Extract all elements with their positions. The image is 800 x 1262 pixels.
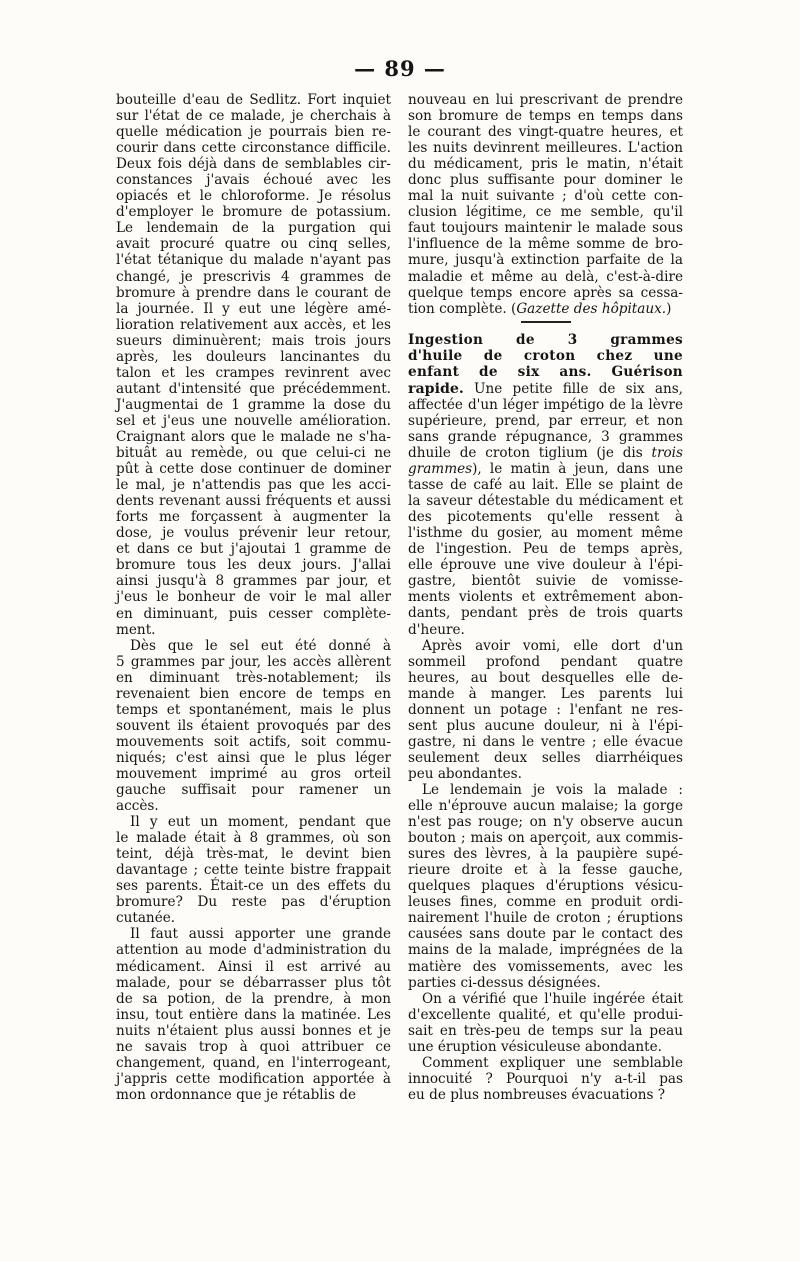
text-line: teint, déjà très-mat, le devint bien bbox=[116, 846, 391, 863]
text-line: changé, je prescrivis 4 grammes de bbox=[116, 268, 391, 285]
text-line bbox=[408, 461, 683, 477]
text-line: en diminuant très-notablement; ils bbox=[116, 669, 391, 686]
text-line: sur l'état de ce malade, je cherchais à bbox=[116, 108, 391, 125]
text-line: nouveau en lui prescrivant de prendre bbox=[408, 92, 683, 108]
text-line: j'eus le bonheur de voir le mal aller bbox=[116, 589, 391, 606]
text-line: mon ordonnance que je rétablis de bbox=[116, 1086, 357, 1103]
text-line: seulement deux selles diarrhéiques bbox=[408, 749, 683, 766]
text-line: nuits n'étaient plus aussi bonnes et je bbox=[116, 1022, 391, 1039]
text-line: J'augmentai de 1 gramme la dose du bbox=[116, 396, 391, 413]
text-line: des picotements qu'elle ressent à bbox=[408, 509, 683, 526]
text-line: temps et spontanément, mais le plus bbox=[116, 701, 391, 718]
text-line: souvent ils étaient provoqués par des bbox=[116, 717, 391, 734]
text-line: les nuits devinrent meilleures. L'action bbox=[408, 140, 683, 157]
text-line: malade, pour se débarrasser plus tôt bbox=[116, 974, 391, 991]
text-line: mande à manger. Les parents lui bbox=[408, 685, 683, 702]
text-line: j'appris cette modification apportée à bbox=[116, 1070, 391, 1087]
text-line: Deux fois déjà dans de semblables cir- bbox=[116, 156, 391, 173]
text-line: mouvement imprimé au gros orteil bbox=[116, 765, 391, 782]
text-line: ainsi jusqu'à 8 grammes par jour, et bbox=[116, 573, 391, 590]
text-line: lioration relativement aux accès, et les bbox=[116, 316, 391, 333]
text-line: bromure tous les deux jours. J'allai bbox=[116, 557, 391, 574]
paragraphs bbox=[408, 638, 683, 1103]
text-line: leuses fines, comme en produit ordi- bbox=[408, 894, 683, 911]
paragraph bbox=[116, 926, 391, 1103]
paragraph-body bbox=[408, 477, 683, 637]
text-line: innocuité ? Pourquoi n'y a-t-il pas bbox=[408, 1070, 683, 1087]
text-line: eu de plus nombreuses évacuations ? bbox=[408, 1086, 666, 1103]
text-line: ments violents et extrêmement abon- bbox=[408, 589, 683, 606]
text-line: sures des lèvres, à la paupière supé- bbox=[408, 846, 683, 863]
text-line: donnent un potage : l'enfant ne res- bbox=[408, 701, 683, 718]
text-segment: Une petite fille de six ans, bbox=[463, 380, 683, 397]
text-line: de sa potion, de la prendre, à mon bbox=[116, 990, 391, 1007]
text-line: maladie et même au delà, c'est-à-dire bbox=[408, 268, 683, 285]
paragraph bbox=[116, 638, 391, 815]
text-line: l'influence de la même somme de bro- bbox=[408, 236, 683, 253]
text-line: Le lendemain de la purgation qui bbox=[116, 220, 391, 237]
text-line: quelques plaques d'éruptions vésicu- bbox=[408, 878, 683, 895]
text-line: sans grande répugnance, 3 grammes bbox=[408, 428, 683, 445]
text-line: une éruption vésiculeuse abondante. bbox=[408, 1038, 662, 1055]
text-line: gastre, bientôt suivie de vomisse- bbox=[408, 573, 683, 590]
continued-paragraph bbox=[408, 92, 683, 301]
text-line: d'heure. bbox=[408, 621, 465, 638]
text-line: elle n'éprouve aucun malaise; la gorge bbox=[408, 798, 683, 815]
text-line: dants, pendant près de trois quarts bbox=[408, 605, 683, 622]
text-line: Comment expliquer une semblable bbox=[422, 1054, 683, 1071]
text-line: revenaient bien encore de temps en bbox=[116, 685, 391, 702]
article-heading-tail: rapide. bbox=[408, 380, 464, 397]
text-line: le courant des vingt-quatre heures, et bbox=[408, 124, 683, 141]
text-line: médicament. Ainsi il est arrivé au bbox=[116, 958, 391, 975]
paragraph bbox=[408, 1055, 683, 1103]
text-line: gastre, ni dans le ventre ; elle évacue bbox=[408, 733, 683, 750]
text-segment: ) bbox=[666, 300, 672, 317]
text-line: sel et j'eus une nouvelle amélioration. bbox=[116, 412, 391, 429]
text-line: quelque temps encore après sa cessa- bbox=[408, 284, 683, 301]
text-segment: ), le matin à jeun, dans une bbox=[472, 461, 683, 478]
heading-line: Ingestion de 3 grammes bbox=[408, 331, 683, 348]
text-segment: dhuile de croton tiglium (je dis bbox=[408, 445, 652, 462]
text-line: dents revenant aussi fréquents et aussi bbox=[116, 493, 391, 510]
text-line: et dans ce but j'ajoutai 1 gramme de bbox=[116, 541, 391, 558]
text-line: changement, quand, en l'interrogeant, bbox=[116, 1054, 391, 1071]
text-line: avait procuré quatre ou cinq selles, bbox=[116, 236, 391, 253]
text-line: ment. bbox=[116, 621, 156, 638]
right-column bbox=[408, 92, 683, 1103]
text-line: nairement l'huile de croton ; éruptions bbox=[408, 910, 683, 927]
text-line: tasse de café au lait. Elle se plaint de bbox=[408, 477, 683, 494]
text-line: donc plus suffisante pour dominer le bbox=[408, 172, 683, 189]
text-line: mains de la malade, imprégnées de la bbox=[408, 942, 683, 959]
text-line: heures, au bout desquelles elle de- bbox=[408, 669, 683, 686]
text-line: en diminuant, puis cesser complète- bbox=[116, 605, 391, 622]
paragraph bbox=[116, 814, 391, 926]
text-line: sueurs diminuèrent; mais trois jours bbox=[116, 332, 391, 349]
text-line: niqués; c'est ainsi que le plus léger bbox=[116, 749, 391, 766]
emphasis: trois bbox=[651, 445, 683, 462]
text-line: sommeil profond pendant quatre bbox=[408, 653, 683, 670]
text-line: bromure? Du reste pas d'éruption bbox=[116, 894, 391, 911]
text-line: sent plus aucune douleur, ni à l'épi- bbox=[408, 717, 683, 734]
text-line: Le lendemain je vois la malade : bbox=[422, 782, 683, 798]
text-line: mouvements soit actifs, soit commu- bbox=[116, 733, 391, 750]
text-line: le malade était à 8 grammes, où son bbox=[116, 830, 391, 847]
text-line: forts me forçassent à augmenter la bbox=[116, 509, 391, 526]
text-line: constances j'avais échoué avec les bbox=[116, 172, 391, 189]
text-line: l'isthme du gosier, au moment même bbox=[408, 525, 683, 542]
heading-line: enfant de six ans. Guérison bbox=[408, 364, 683, 381]
paragraph-body bbox=[408, 397, 683, 445]
text-line: gauche suffisait pour ramener un bbox=[116, 782, 391, 799]
source-citation: Gazette des hôpitaux. bbox=[516, 300, 667, 317]
text-line: bouteille d'eau de Sedlitz. Fort inquiet bbox=[116, 92, 391, 108]
text-line: l'état tétanique du malade n'ayant pas bbox=[116, 252, 391, 269]
paragraph bbox=[408, 782, 683, 991]
text-line: bouton ; mais on aperçoit, aux commis- bbox=[408, 830, 683, 847]
text-line: clusion légitime, ce me semble, qu'il bbox=[408, 204, 683, 221]
text-line: d'employer le bromure de potassium. bbox=[116, 204, 391, 221]
text-line: cutanée. bbox=[116, 910, 176, 927]
text-line: talon et les crampes revinrent avec bbox=[116, 364, 391, 381]
text-line: sait en très-peu de temps sur la peau bbox=[408, 1022, 683, 1039]
text-line: le mal, je n'attendis pas que les acci- bbox=[116, 477, 391, 494]
text-line: Dès que le sel eut été donné à bbox=[130, 637, 391, 654]
article-heading bbox=[408, 332, 683, 381]
text-line: On a vérifié que l'huile ingérée était bbox=[422, 990, 683, 1007]
section-separator bbox=[521, 321, 571, 323]
text-line bbox=[408, 381, 683, 397]
text-line: du médicament, pris le matin, n'était bbox=[408, 156, 683, 173]
text-line: pût à cette dose continuer de dominer bbox=[116, 461, 391, 478]
text-line: elle éprouve une vive douleur à l'épi- bbox=[408, 557, 683, 574]
text-line: affectée d'un léger impétigo de la lèvre bbox=[408, 396, 683, 413]
text-line: la journée. Il y eut une légère amé- bbox=[116, 300, 391, 317]
text-line: mal la nuit suivante ; d'où cette con- bbox=[408, 188, 683, 205]
text-line: insu, tout entière dans la matinée. Les bbox=[116, 1006, 391, 1023]
text-line: rieure droite et à la fesse gauche, bbox=[408, 862, 683, 879]
text-line: Il faut aussi apporter une grande bbox=[130, 926, 391, 943]
text-line: faut toujours maintenir le malade sous bbox=[408, 220, 683, 237]
text-line bbox=[408, 445, 683, 461]
text-line: ne savais trop à quoi attribuer ce bbox=[116, 1038, 391, 1055]
text-line: peu abondantes. bbox=[408, 765, 522, 782]
heading-line: d'huile de croton chez une bbox=[408, 348, 683, 365]
text-line: matière des vomissements, avec les bbox=[408, 958, 683, 975]
left-column bbox=[116, 92, 391, 1103]
text-line: Il y eut un moment, pendant que bbox=[130, 814, 391, 831]
text-line: parties ci-dessus désignées. bbox=[408, 974, 601, 991]
text-line: causées sans doute par le contact des bbox=[408, 926, 683, 943]
text-line: son bromure de temps en temps dans bbox=[408, 108, 683, 125]
text-line: attention au mode d'administration du bbox=[116, 942, 391, 959]
text-line: après, les douleurs lancinantes du bbox=[116, 348, 391, 365]
text-line: Craignant alors que le malade ne s'ha- bbox=[116, 428, 391, 445]
text-line: davantage ; cette teinte bistre frappait bbox=[116, 862, 391, 879]
page-number: — 89 — bbox=[354, 56, 446, 81]
text-line: Après avoir vomi, elle dort d'un bbox=[422, 637, 683, 654]
text-line: bromure à prendre dans le courant de bbox=[116, 284, 391, 301]
text-line: supérieure, prend, par erreur, et non bbox=[408, 412, 683, 429]
text-line: bituât au remède, ou que celui-ci ne bbox=[116, 445, 391, 462]
text-line bbox=[408, 301, 683, 317]
emphasis: grammes bbox=[408, 461, 473, 478]
paragraph bbox=[116, 92, 391, 638]
text-line: opiacés et le chloroforme. Je résolus bbox=[116, 188, 391, 205]
text-line: mure, jusqu'à extinction parfaite de la bbox=[408, 252, 683, 269]
text-line: autant d'intensité que précédemment. bbox=[116, 380, 391, 397]
text-line: de l'ingestion. Peu de temps après, bbox=[408, 541, 683, 558]
text-line: ses parents. Était-ce un des effets du bbox=[116, 878, 391, 895]
text-segment: tion complète. ( bbox=[408, 300, 517, 317]
paragraph bbox=[408, 991, 683, 1055]
text-line: quelle médication je pourrais bien re- bbox=[116, 124, 391, 141]
text-line: 5 grammes par jour, les accès allèrent bbox=[116, 653, 391, 670]
text-line: courir dans cette circonstance difficile. bbox=[116, 140, 391, 157]
text-line: n'est pas rouge; on n'y observe aucun bbox=[408, 814, 683, 831]
text-line: la saveur détestable du médicament et bbox=[408, 493, 683, 510]
paragraph bbox=[408, 638, 683, 782]
text-line: dose, je voulus prévenir leur retour, bbox=[116, 525, 391, 542]
text-line: d'excellente qualité, et qu'elle produi- bbox=[408, 1006, 683, 1023]
text-line: accès. bbox=[116, 798, 159, 815]
